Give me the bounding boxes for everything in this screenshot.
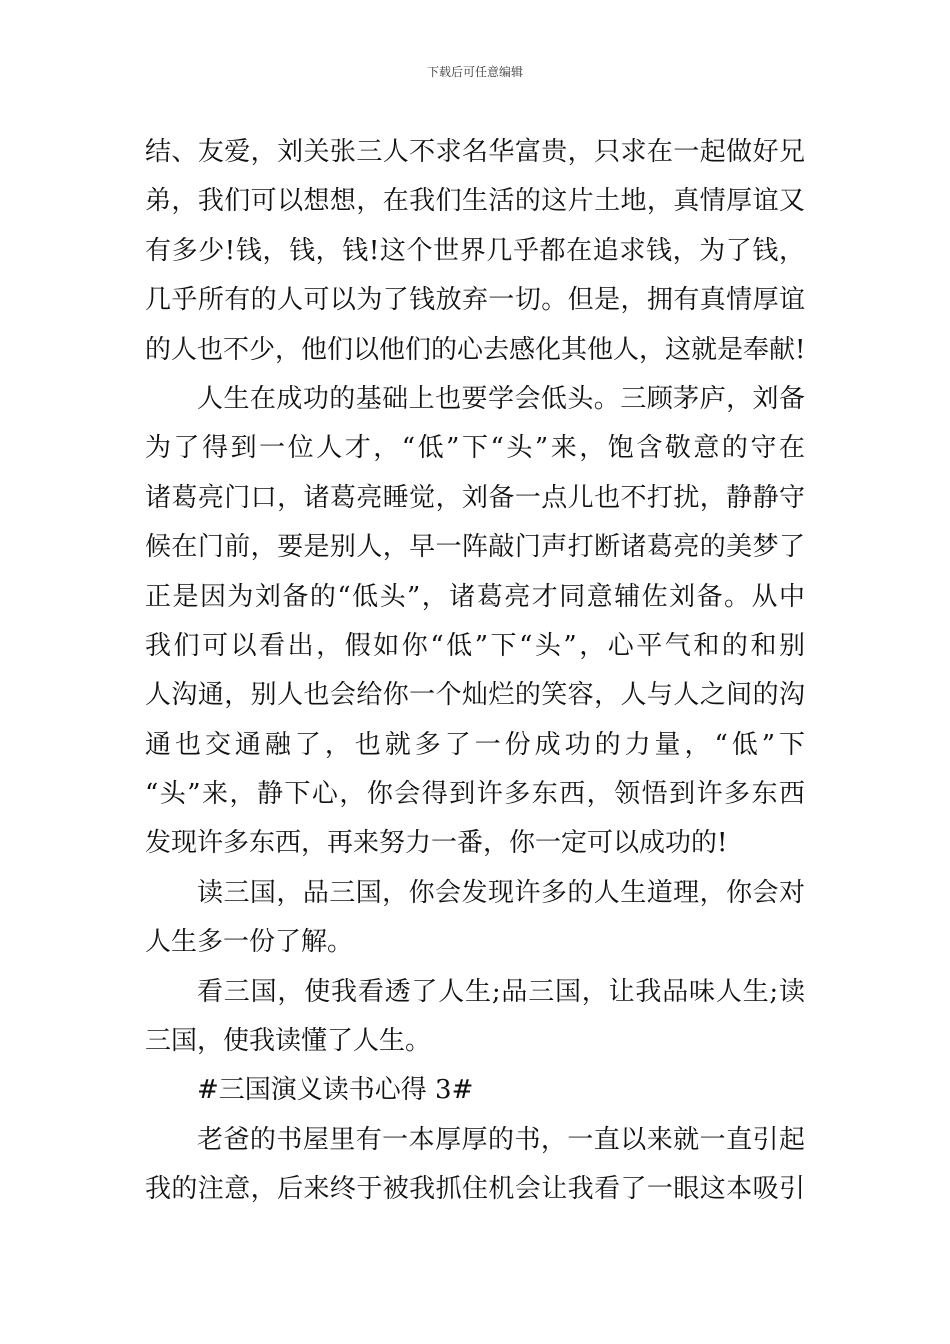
text-line: 发现许多东西，再来努力一番，你一定可以成功的! [145,828,728,859]
paragraph-first-line: 人生在成功的基础上也要学会低头。三顾茅庐，刘备 [197,383,805,414]
text-line: 为了得到一位人才，“低”下“头”来，饱含敬意的守在 [145,433,805,464]
text-line: 结、友爱，刘关张三人不求名华富贵，只求在一起做好兄 [145,137,805,167]
page-header: 下载后可任意编辑 [426,65,523,79]
text-line: 三国，使我读懂了人生。 [145,1026,432,1057]
text-line: 候在门前，要是别人，早一阵敲门声打断诸葛亮的美梦了 [145,532,805,563]
text-line: “头”来，静下心，你会得到许多东西，领悟到许多东西 [145,779,805,810]
paragraph-first-line: 看三国，使我看透了人生;品三国，让我品味人生;读 [197,976,805,1007]
text-line: 几乎所有的人可以为了钱放弃一切。但是，拥有真情厚谊 [145,285,805,316]
text-line: 弟，我们可以想想，在我们生活的这片土地，真情厚谊又 [145,186,805,217]
document-body [145,128,805,1215]
text-line: 的人也不少，他们以他们的心去感化其他人，这就是奉献! [145,334,806,365]
text-line: 正是因为刘备的“低头”，诸葛亮才同意辅佐刘备。从中 [145,581,805,612]
text-line: 我们可以看出，假如你“低”下“头”，心平气和的和别 [145,630,805,661]
text-line: 通也交通融了，也就多了一份成功的力量，“低”下 [145,729,805,760]
section-heading: #三国演义读书心得 3# [197,1075,474,1106]
text-line: 我的注意，后来终于被我抓住机会让我看了一眼这本吸引 [145,1174,805,1205]
text-line: 诸葛亮门口，诸葛亮睡觉，刘备一点儿也不打扰，静静守 [145,482,805,513]
paragraph-first-line: 读三国，品三国，你会发现许多的人生道理，你会对 [197,877,805,908]
text-line: 人生多一份了解。 [145,927,354,958]
text-line: 人沟通，别人也会给你一个灿烂的笑容，人与人之间的沟 [145,680,805,711]
paragraph-first-line: 老爸的书屋里有一本厚厚的书，一直以来就一直引起 [197,1124,805,1155]
text-line: 有多少!钱，钱，钱!这个世界几乎都在追求钱，为了钱， [145,235,805,266]
